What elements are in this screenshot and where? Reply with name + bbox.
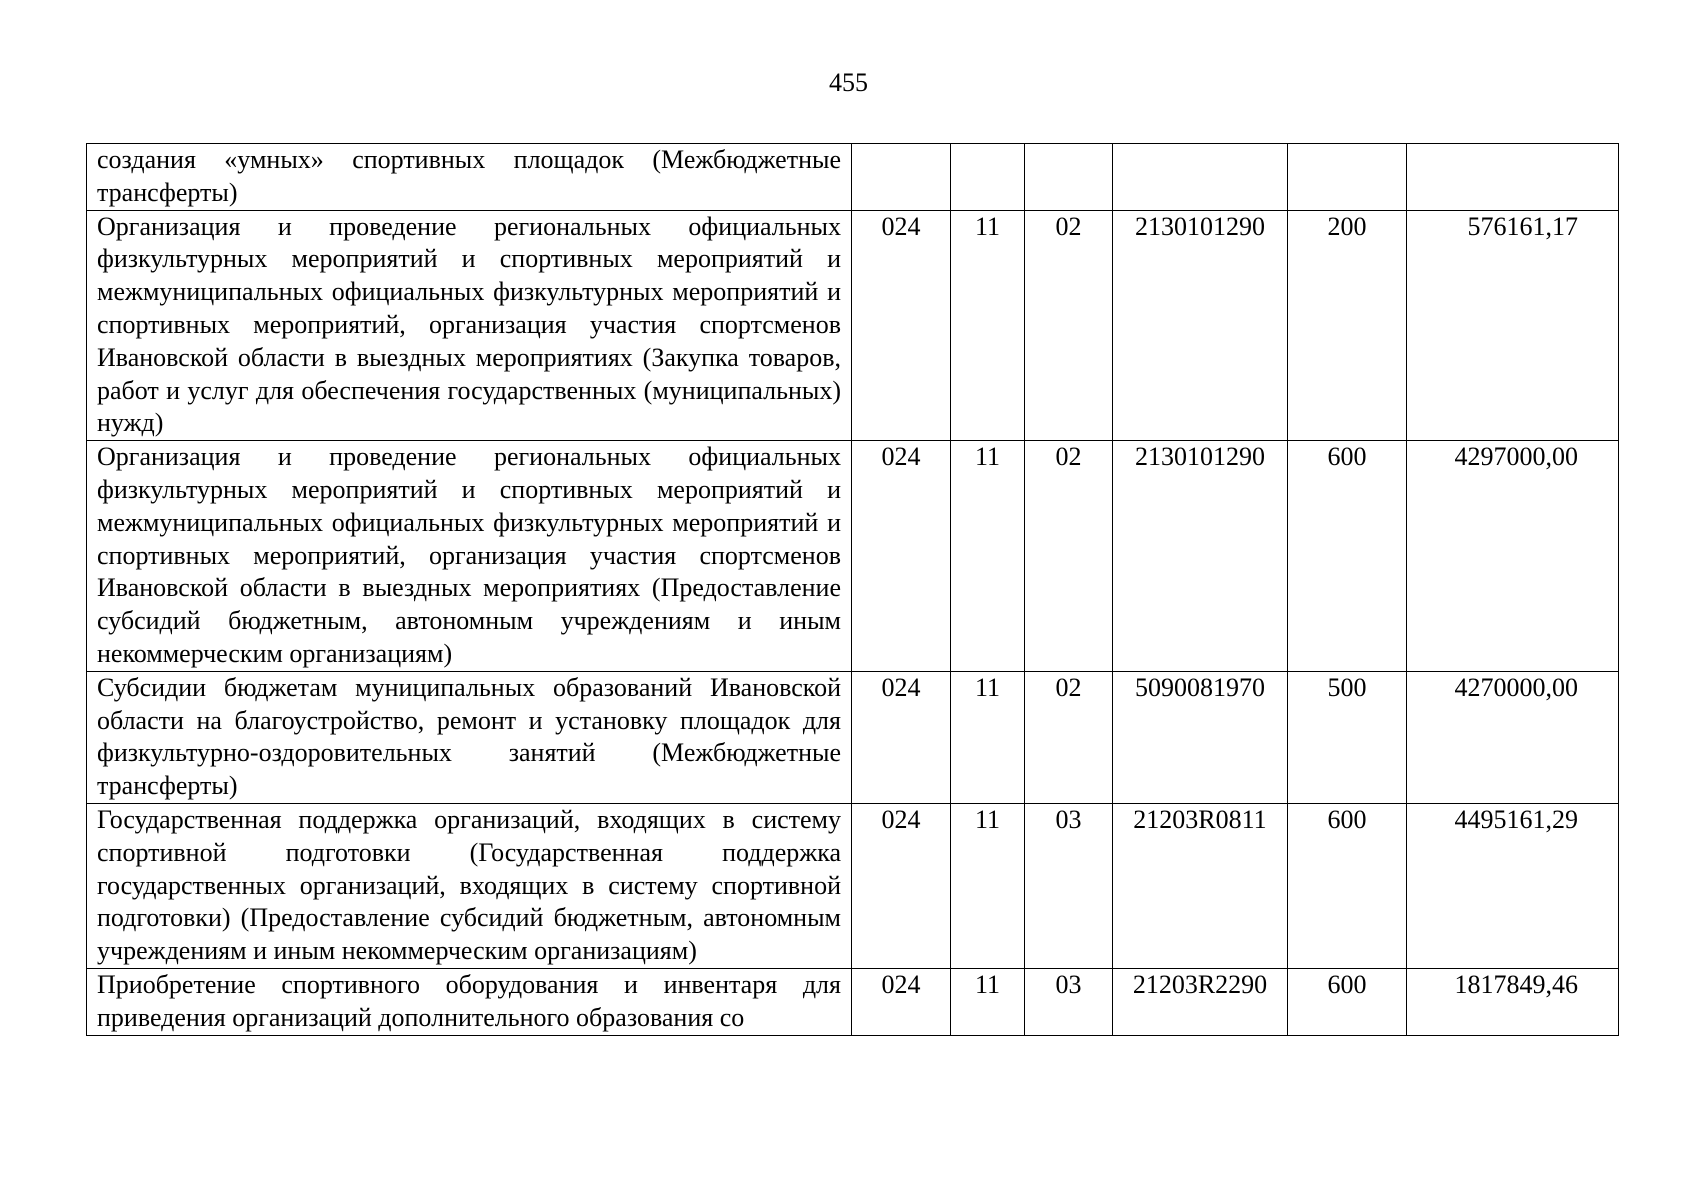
ministry-code: 024 bbox=[852, 803, 951, 968]
budget-table bbox=[86, 143, 1619, 1036]
amount: 576161,17 bbox=[1407, 210, 1619, 441]
target-article-code bbox=[1113, 144, 1288, 211]
ministry-code: 024 bbox=[852, 671, 951, 803]
ministry-code bbox=[852, 144, 951, 211]
amount: 4495161,29 bbox=[1407, 803, 1619, 968]
target-article-code: 21203R2290 bbox=[1113, 968, 1288, 1035]
ministry-code: 024 bbox=[852, 441, 951, 672]
table-row bbox=[87, 671, 1619, 803]
expense-type-code: 200 bbox=[1288, 210, 1407, 441]
amount: 4297000,00 bbox=[1407, 441, 1619, 672]
expense-type-code: 600 bbox=[1288, 803, 1407, 968]
amount: 1817849,46 bbox=[1407, 968, 1619, 1035]
subsection-code bbox=[1025, 144, 1113, 211]
table-row bbox=[87, 968, 1619, 1035]
table-row bbox=[87, 803, 1619, 968]
expense-type-code: 600 bbox=[1288, 441, 1407, 672]
section-code: 11 bbox=[951, 671, 1025, 803]
section-code: 11 bbox=[951, 968, 1025, 1035]
subsection-code: 02 bbox=[1025, 210, 1113, 441]
target-article-code: 2130101290 bbox=[1113, 441, 1288, 672]
ministry-code: 024 bbox=[852, 968, 951, 1035]
amount bbox=[1407, 144, 1619, 211]
expense-type-code: 600 bbox=[1288, 968, 1407, 1035]
target-article-code: 5090081970 bbox=[1113, 671, 1288, 803]
table-row bbox=[87, 210, 1619, 441]
row-description: Организация и проведение региональных официальных физкультурных мероприятий и спортивных мероприятий и межмуниципальных официальных физкультурных мероприятий и спортивных мероприятий, организация участия спортсменов Ивановской области в выездных мероприятиях (Предоставление субсидий бюджетным, автономным учреждениям и иным некоммерческим организациям) bbox=[87, 441, 852, 672]
row-description: Приобретение спортивного оборудования и инвентаря для приведения организаций дополнительного образования со bbox=[87, 968, 852, 1035]
row-description: Субсидии бюджетам муниципальных образований Ивановской области на благоустройство, ремонт и установку площадок для физкультурно-оздоровительных занятий (Межбюджетные трансферты) bbox=[87, 671, 852, 803]
table-row bbox=[87, 144, 1619, 211]
page-number: 455 bbox=[829, 68, 868, 97]
row-description: создания «умных» спортивных площадок (Межбюджетные трансферты) bbox=[87, 144, 852, 211]
target-article-code: 2130101290 bbox=[1113, 210, 1288, 441]
subsection-code: 02 bbox=[1025, 671, 1113, 803]
row-description: Государственная поддержка организаций, входящих в систему спортивной подготовки (Государственная поддержка государственных организаций, входящих в систему спортивной подготовки) (Предоставление субсидий бюджетным, автономным учреждениям и иным некоммерческим организациям) bbox=[87, 803, 852, 968]
section-code bbox=[951, 144, 1025, 211]
section-code: 11 bbox=[951, 803, 1025, 968]
subsection-code: 02 bbox=[1025, 441, 1113, 672]
section-code: 11 bbox=[951, 441, 1025, 672]
section-code: 11 bbox=[951, 210, 1025, 441]
expense-type-code bbox=[1288, 144, 1407, 211]
ministry-code: 024 bbox=[852, 210, 951, 441]
subsection-code: 03 bbox=[1025, 803, 1113, 968]
table-row bbox=[87, 441, 1619, 672]
target-article-code: 21203R0811 bbox=[1113, 803, 1288, 968]
subsection-code: 03 bbox=[1025, 968, 1113, 1035]
row-description: Организация и проведение региональных официальных физкультурных мероприятий и спортивных мероприятий и межмуниципальных официальных физкультурных мероприятий и спортивных мероприятий, организация участия спортсменов Ивановской области в выездных мероприятиях (Закупка товаров, работ и услуг для обеспечения государственных (муниципальных) нужд) bbox=[87, 210, 852, 441]
expense-type-code: 500 bbox=[1288, 671, 1407, 803]
amount: 4270000,00 bbox=[1407, 671, 1619, 803]
